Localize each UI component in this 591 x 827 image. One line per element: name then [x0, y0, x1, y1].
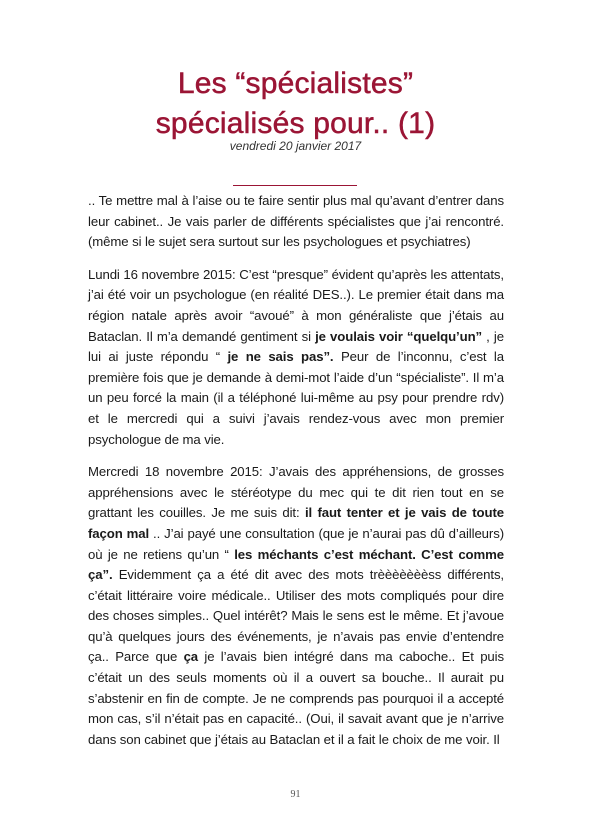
text-run: Peur de l’inconnu, c’est la première fois que je demande à demi-mot l’aide d’un “spécialiste”. Il m’a un peu forcé la main (il a téléphoné lui-même au psy pour prendre rdv) et le mercredi qui a suivi j’avais rendez-vous avec mon premier psychologue de ma vie. [88, 349, 504, 447]
title-line-1: Les “spécialistes” [177, 67, 414, 100]
bold-text: ça [183, 649, 199, 665]
post-date: vendredi 20 janvier 2017 [229, 139, 362, 153]
separator-rule [233, 185, 357, 186]
bold-text: il faut tenter et je vais de toute façon mal [88, 505, 504, 541]
text-run: Mercredi 18 novembre 2015: J’avais des appréhensions, de grosses appréhensions avec le stéréotype du mec qui te dit rien tout en se grattant les couilles. Je me suis dit: [88, 464, 504, 521]
text-run: Lundi 16 novembre 2015: C’est “presque” évident qu’après les attentats, j’ai été voir un psychologue (en réalité DES..). Le premier était dans ma région natale après avoir “avoué” à mon généraliste que j’étais au Bataclan. Il m’a demandé gentiment si [88, 266, 504, 344]
article-body [88, 191, 504, 762]
title-line-2: spécialisés pour.. (1) [155, 107, 436, 140]
bold-text: les méchants c’est méchant. C’est comme ça”. [88, 546, 504, 583]
text-run: , je lui ai juste répondu “ [88, 328, 504, 365]
text-run: .. Te mettre mal à l’aise ou te faire sentir plus mal qu’avant d’entrer dans leur cabinet.. Je vais parler de différents spécialistes que j’ai rencontré. (même si le sujet sera surtout sur les psychologues et psychiatres) [88, 193, 504, 250]
bold-text: je voulais voir “quelqu’un” [315, 328, 483, 344]
text-run: je l’avais bien intégré dans ma caboche.. Et puis c’était un des seuls moments où il a ouvert sa bouche.. Il aurait pu s’abstenir en fin de compte. Je ne comprends pas pourquoi il a accepté mon cas, s’il n’était pas en capacité.. (Oui, il savait avant que je n’arrive dans son cabinet que j’étais au Bataclan et il a fait le choix de me voir. Il [88, 649, 504, 747]
bold-text: je ne sais pas”. [227, 349, 334, 365]
body-paragraph [88, 191, 504, 253]
body-paragraph [88, 265, 504, 450]
page-title [0, 64, 591, 144]
body-paragraph [88, 462, 504, 750]
text-run: .. J’ai payé une consultation (que je n’aurai pas dû d’ailleurs) où je ne retiens qu’un “ [88, 525, 504, 562]
text-run: Evidemment ça a été dit avec des mots trèèèèèèèss différents, c’était littéraire voire médicale.. Utiliser des mots compliqués pour dire des choses simples.. Quel intérêt? Mais le sens est le même. Et j’avoue qu’à quelques jours des événements, je n’avais pas envie d’entendre ça.. Parce que [88, 567, 504, 665]
page-number: 91 [290, 789, 301, 800]
